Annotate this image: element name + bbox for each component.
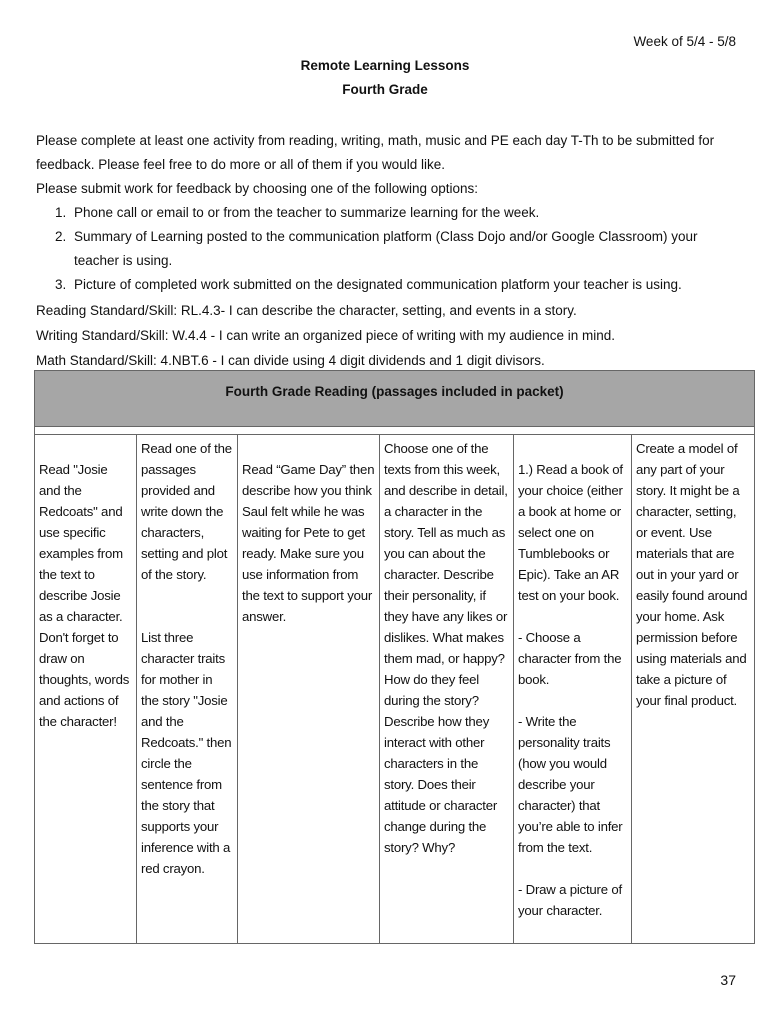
- page-subtitle: Fourth Grade: [342, 82, 428, 97]
- option-item: 2. Summary of Learning posted to the communication platform (Class Dojo and/or Google Classroom) your teacher is using.: [70, 225, 736, 273]
- banner-spacer-row: [35, 427, 754, 434]
- activity-text: Choose one of the texts from this week, and describe in detail, a character in the story. Tell as much as you can about the character. Describe their personality, if they have any likes or dislikes. What makes them mad, or happy? How do they feel during the story? Describe how they interact with other characters in the story. Does their attitude or character change during the story? Why?: [384, 441, 508, 855]
- activity-cell-josie: [35, 435, 137, 944]
- activities-row: [35, 434, 754, 944]
- options-heading: Please submit work for feedback by choosing one of the following options:: [36, 181, 479, 196]
- week-label: Week of 5/4 - 5/8: [633, 34, 736, 49]
- activity-text: Read "Josie and the Redcoats" and use specific examples from the text to describe Josie as a character. Don't forget to draw on thoughts, words and actions of the character!: [39, 462, 130, 729]
- activity-text: List three character traits for mother in the story "Josie and the Redcoats." then circle the sentence from the story that supports your inference with a red crayon.: [141, 630, 232, 876]
- activity-cell-character: [380, 435, 514, 944]
- option-item: 3. Picture of completed work submitted on the designated communication platform your teacher is using.: [70, 273, 736, 297]
- activity-cell-game-day: [238, 435, 380, 944]
- page-title: Remote Learning Lessons: [300, 58, 470, 73]
- activity-cell-passages: [137, 435, 238, 944]
- option-item: 1. Phone call or email to or from the teacher to summarize learning for the week.: [70, 201, 736, 225]
- table-banner: Fourth Grade Reading (passages included in packet): [35, 371, 754, 427]
- reading-activities-table: [34, 370, 755, 944]
- activity-text: - Write the personality traits (how you would describe your character) that you’re able to infer from the text.: [518, 714, 623, 855]
- intro-paragraph: Please complete at least one activity from reading, writing, math, music and PE each day T-Th to be submitted for feedback. Please feel free to do more or all of them if you would like.: [36, 133, 715, 172]
- activity-cell-model: [632, 435, 754, 944]
- activity-text: - Choose a character from the book.: [518, 630, 622, 687]
- writing-standard: Writing Standard/Skill: W.4.4 - I can write an organized piece of writing with my audience in mind.: [36, 328, 616, 343]
- activity-text: Read “Game Day” then describe how you think Saul felt while he was waiting for Pete to get ready. Make sure you use information from the text to support your answer.: [242, 462, 375, 624]
- math-standard: Math Standard/Skill: 4.NBT.6 - I can divide using 4 digit dividends and 1 digit divisors.: [36, 353, 545, 368]
- activity-cell-book-choice: [514, 435, 632, 944]
- reading-standard: Reading Standard/Skill: RL.4.3- I can describe the character, setting, and events in a story.: [36, 303, 577, 318]
- standards: [36, 298, 736, 373]
- activity-text: Create a model of any part of your story. It might be a character, setting, or event. Use materials that are out in your yard or easily found around your home. Ask permission before using materials and take a picture of your final product.: [636, 441, 748, 708]
- activity-text: - Draw a picture of your character.: [518, 882, 622, 918]
- activity-text: Read one of the passages provided and write down the characters, setting and plot of the story.: [141, 441, 232, 582]
- page-number: 37: [720, 972, 736, 988]
- activity-text: 1.) Read a book of your choice (either a book at home or select one on Tumblebooks or Epic). Take an AR test on your book.: [518, 462, 623, 603]
- instructions: [36, 129, 736, 297]
- submission-options-list: [36, 201, 736, 297]
